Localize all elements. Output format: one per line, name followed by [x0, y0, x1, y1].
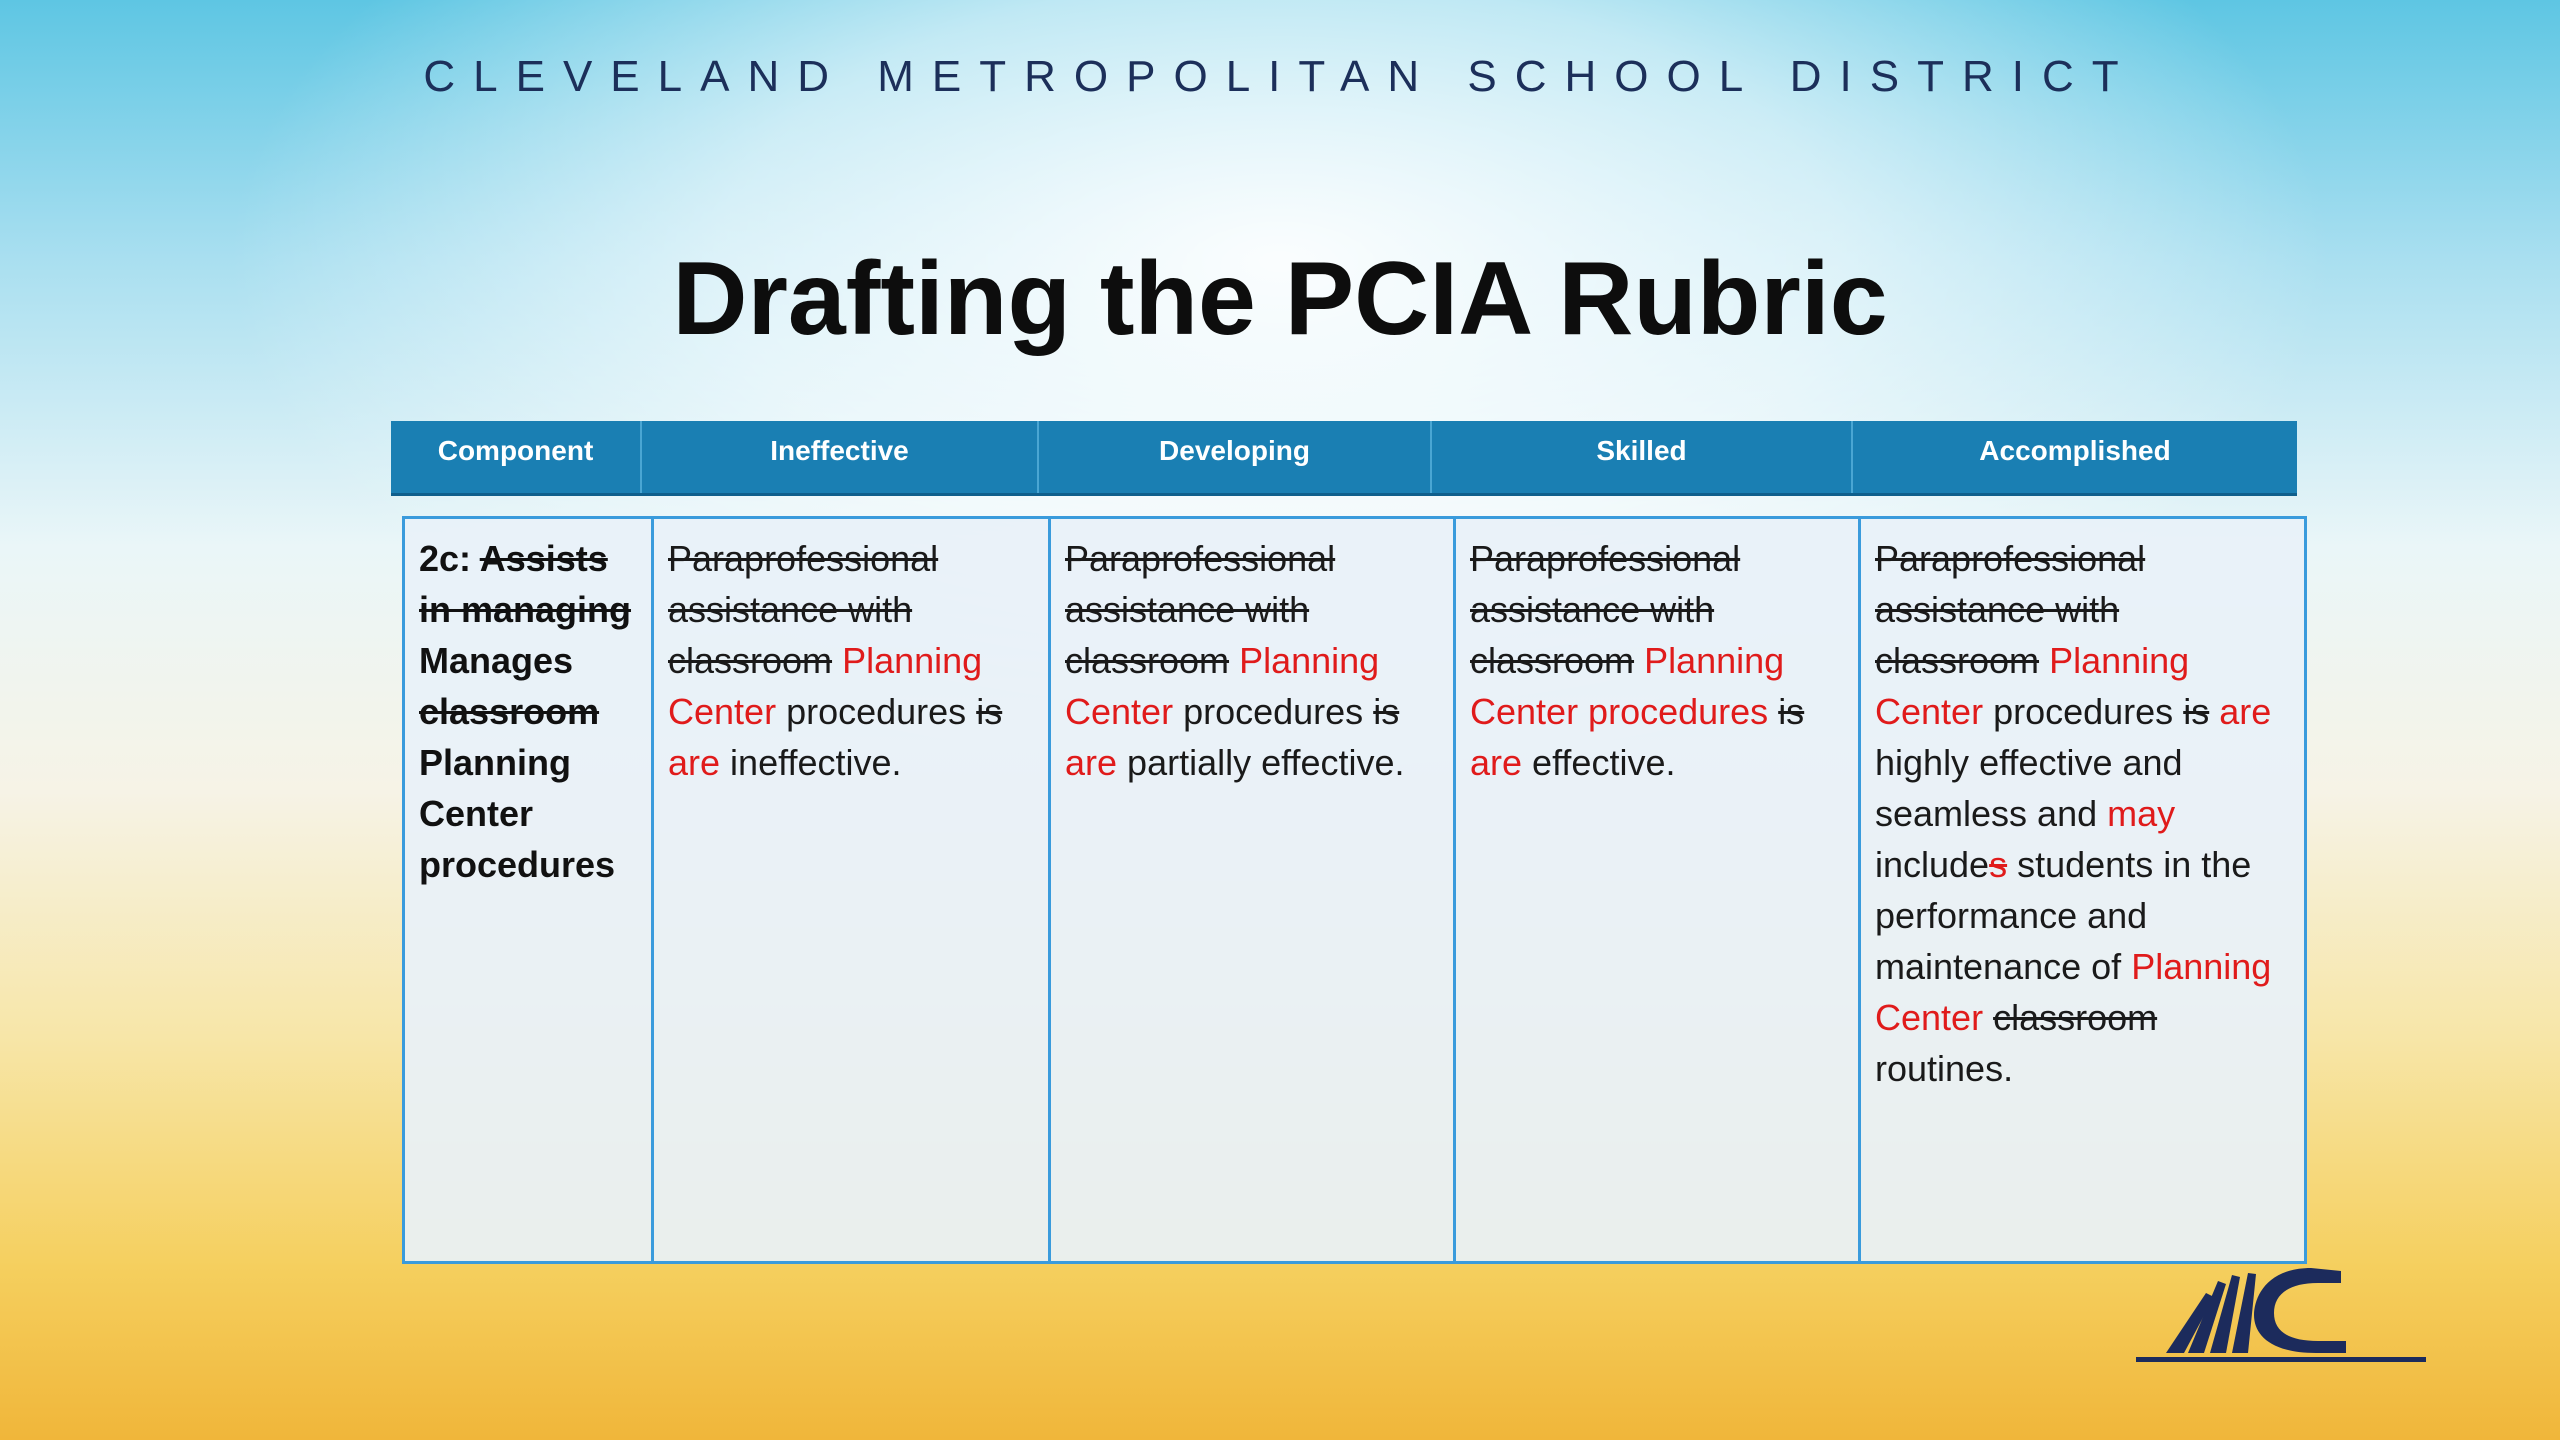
struck-text: is	[2183, 691, 2210, 732]
plain-text: students in the performance and maintenance of	[1875, 844, 2252, 987]
header-skilled: Skilled	[1432, 421, 1853, 493]
struck-text: Paraprofessional assistance with classroom	[1065, 538, 1336, 681]
red-edit-text: are	[1065, 742, 1118, 783]
plain-text: effective.	[1532, 742, 1676, 783]
plain-text: partially effective.	[1127, 742, 1405, 783]
slide-title: Drafting the PCIA Rubric	[672, 241, 1888, 357]
red-edit-text: Planning Center procedures	[1470, 640, 1785, 732]
developing-cell	[1051, 519, 1456, 1261]
component-cell	[405, 519, 654, 1261]
plain-text: procedures	[786, 691, 967, 732]
header-accomplished: Accomplished	[1979, 435, 2171, 466]
struck-text: is	[1373, 691, 1400, 732]
struck-text: is	[1778, 691, 1805, 732]
red-edit-text: are	[668, 742, 721, 783]
struck-text: Paraprofessional assistance with classroom	[668, 538, 939, 681]
plain-text: routines.	[1875, 1048, 2014, 1089]
plain-text: ineffective.	[730, 742, 902, 783]
red-edit-text: may	[2107, 793, 2176, 834]
rubric-body-row	[402, 516, 2307, 1264]
struck-red-text: s	[1989, 844, 2008, 885]
plain-text: procedures	[1993, 691, 2174, 732]
cmsd-logo-icon	[2136, 1253, 2426, 1373]
struck-text: Paraprofessional assistance with classroom	[1470, 538, 1741, 681]
struck-text: is	[976, 691, 1003, 732]
district-name: CLEVELAND METROPOLITAN SCHOOL DISTRICT	[423, 52, 2137, 101]
plain-text: procedures	[1183, 691, 1364, 732]
added-text: Manages	[419, 640, 574, 681]
red-edit-text: Planning Center	[1065, 640, 1380, 732]
added-text: Planning Center procedures	[419, 742, 616, 885]
struck-text: classroom	[419, 691, 600, 732]
struck-text: Assists in managing	[419, 538, 632, 630]
accomplished-cell	[1861, 519, 2304, 1261]
red-edit-text: Planning Center	[668, 640, 983, 732]
header-component: Component	[391, 421, 642, 493]
ineffective-cell	[654, 519, 1051, 1261]
skilled-cell	[1456, 519, 1861, 1261]
header-developing: Developing	[1039, 421, 1432, 493]
plain-text: include	[1875, 844, 1990, 885]
struck-text: classroom	[1993, 997, 2158, 1038]
header-ineffective: Ineffective	[642, 421, 1039, 493]
plain-text: highly effective and seamless and	[1875, 742, 2183, 834]
red-edit-text: Planning Center	[1875, 946, 2272, 1038]
struck-text: Paraprofessional assistance with classroom	[1875, 538, 2146, 681]
component-code: 2c:	[419, 538, 472, 579]
red-edit-text: are	[2219, 691, 2272, 732]
rubric-header-row	[391, 421, 2297, 496]
red-edit-text: are	[1470, 742, 1523, 783]
red-edit-text: Planning Center	[1875, 640, 2190, 732]
